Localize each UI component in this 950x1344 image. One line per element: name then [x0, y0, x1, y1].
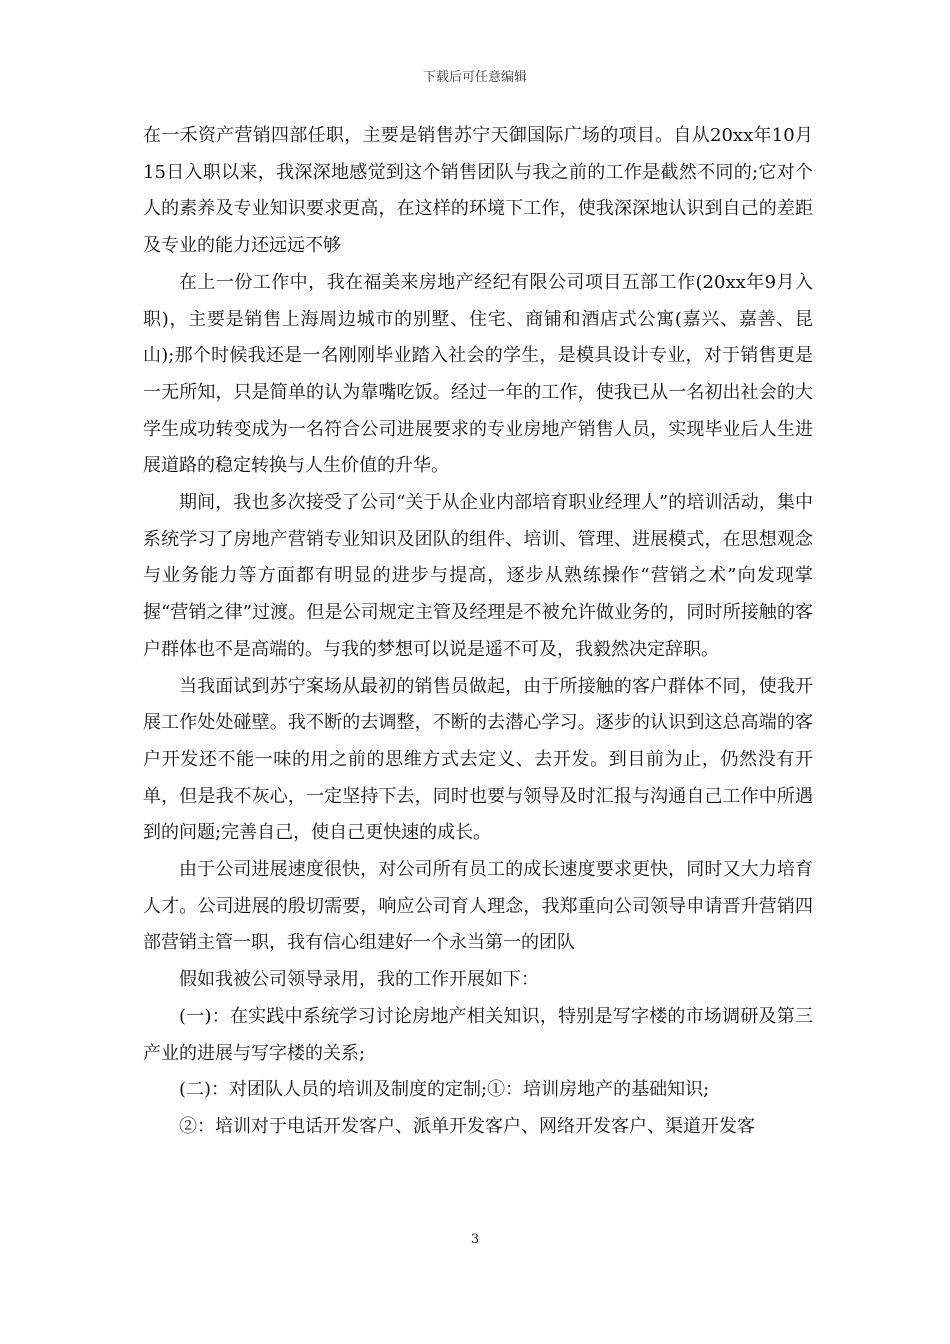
paragraph-7: (一)：在实践中系统学习讨论房地产相关知识，特别是写字楼的市场调研及第三产业的进展与写字楼的关系;: [143, 1005, 813, 1064]
paragraph-2: 在上一份工作中，我在福美来房地产经纪有限公司项目五部工作(20xx年9月入职)，主要是销售上海周边城市的别墅、住宅、商铺和酒店式公寓(嘉兴、嘉善、昆山);那个时候我还是一名刚刚毕业踏入社会的学生，是模具设计专业，对于销售更是一无所知，只是简单的认为靠嘴吃饭。经过一年的工作，使我已从一名初出社会的大学生成功转变成为一名符合公司进展要求的专业房地产销售人员，实现毕业后人生进展道路的稳定转换与人生价值的升华。: [143, 271, 813, 477]
page-number: 3: [470, 1232, 480, 1247]
paragraph-3: 期间，我也多次接受了公司“关于从企业内部培育职业经理人”的培训活动，集中系统学习了房地产营销专业知识及团队的组件、培训、管理、进展模式，在思想观念与业务能力等方面都有明显的进步与提高，逐步从熟练操作“营销之术”向发现掌握“营销之律”过渡。但是公司规定主管及经理是不被允许做业务的，同时所接触的客户群体也不是高端的。与我的梦想可以说是遥不可及，我毅然决定辞职。: [143, 492, 813, 660]
paragraph-5: 由于公司进展速度很快，对公司所有员工的成长速度要求更快，同时又大力培育人才。公司进展的殷切需要，响应公司育人理念，我郑重向公司领导申请晋升营销四部营销主管一职，我有信心组建好一个永当第一的团队: [143, 859, 813, 954]
page-header-note: 下载后可任意编辑: [422, 70, 527, 85]
document-body: [143, 118, 813, 1146]
paragraph-8: (二)：对团队人员的培训及制度的定制;①：培训房地产的基础知识;: [179, 1079, 710, 1101]
paragraph-9: ②：培训对于电话开发客户、派单开发客户、网络开发客户、渠道开发客: [179, 1115, 755, 1137]
paragraph-6: 假如我被公司领导录用，我的工作开展如下：: [179, 969, 539, 991]
paragraph-1: 在一禾资产营销四部任职，主要是销售苏宁天御国际广场的项目。自从20xx年10月15日入职以来，我深深地感觉到这个销售团队与我之前的工作是截然不同的;它对个人的素养及专业知识要求更高，在这样的环境下工作，使我深深地认识到自己的差距及专业的能力还远远不够: [143, 125, 813, 257]
paragraph-4: 当我面试到苏宁案场从最初的销售员做起，由于所接触的客户群体不同，使我开展工作处处碰壁。我不断的去调整，不断的去潜心学习。逐步的认识到这总高端的客户开发还不能一味的用之前的思维方式去定义、去开发。到目前为止，仍然没有开单，但是我不灰心，一定坚持下去，同时也要与领导及时汇报与沟通自己工作中所遇到的问题;完善自己，使自己更快速的成长。: [143, 675, 813, 844]
